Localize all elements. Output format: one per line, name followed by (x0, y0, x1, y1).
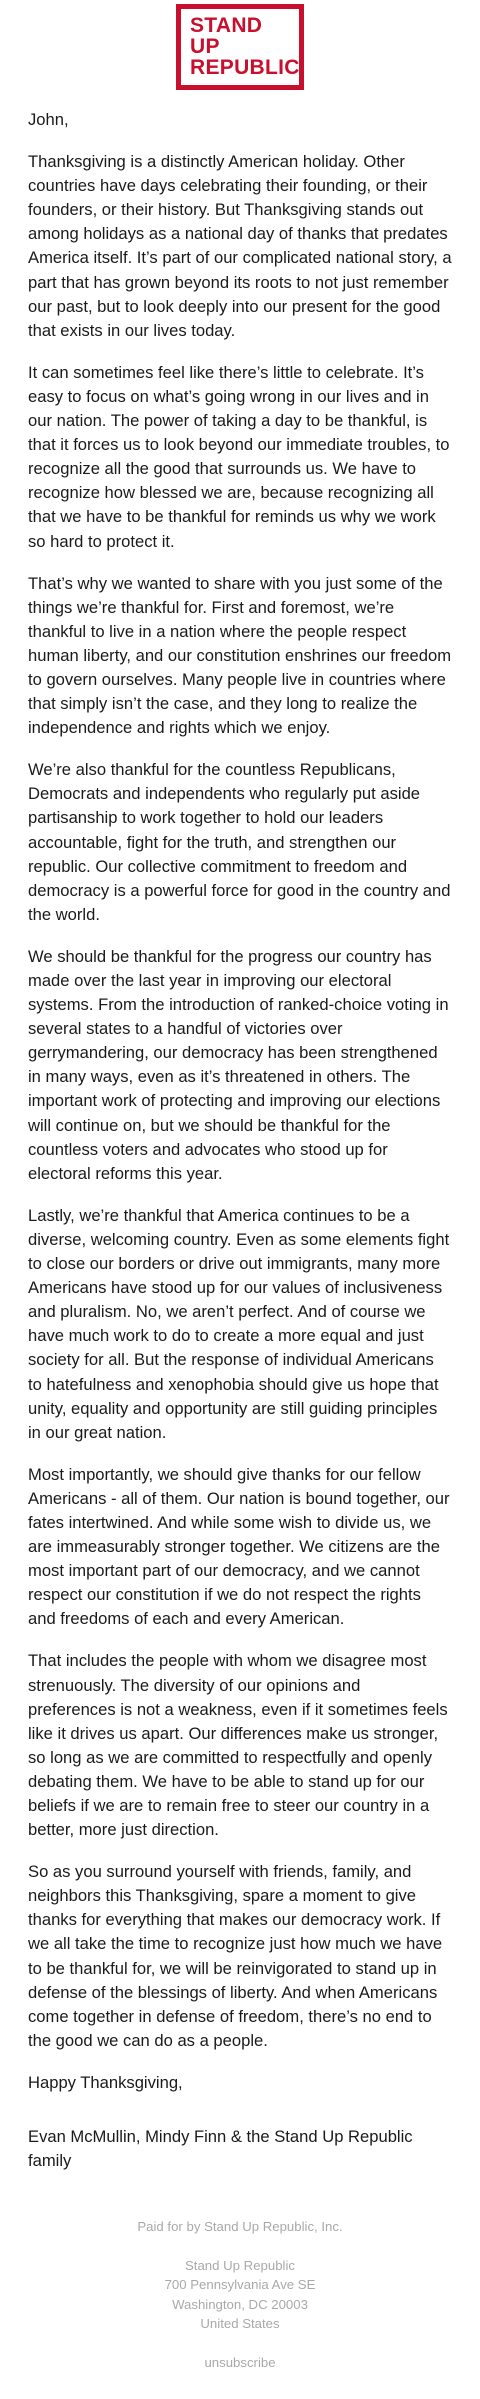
greeting: John, (28, 110, 69, 129)
paragraph-8: That includes the people with whom we disagree most strenuously. The diversity of our opinions and preferences is not a weakness, even if it sometimes feels like it drives us apart. Our differences make us stronger, so long as we are committed to respectfully and openly debating them. We have to be able to stand up for our beliefs if we are to remain free to steer our country in a better, more just direction. (28, 1651, 448, 1840)
address-street: 700 Pennsylvania Ave SE (164, 2277, 316, 2292)
logo-line-1: STAND (190, 14, 263, 37)
address-country: United States (200, 2316, 280, 2331)
closing: Happy Thanksgiving, (28, 2072, 183, 2092)
paragraph-2: It can sometimes feel like there’s little to celebrate. It’s easy to focus on what’s going wrong in our lives and in our nation. The power of taking a day to be thankful, is that it forces us to look beyond our immediate troubles, to recognize all the good that surrounds us. We have to recognize how blessed we are, because recognizing all that we have to be thankful for reminds us why we work so hard to protect it. (28, 362, 450, 551)
paragraph-1: Thanksgiving is a distinctly American holiday. Other countries have days celebrating their founding, or their founders, or their history. But Thanksgiving stands out among holidays as a national day of thanks that predates America itself. It’s part of our complicated national story, a part that has grown beyond its roots to not just remember our past, but to look deeply into our present for the good that exists in our lives today. (28, 152, 452, 340)
paragraph-7: Most importantly, we should give thanks for our fellow Americans - all of them. Our nation is bound together, our fates intertwined. And while some wish to divide us, we are immeasurably stronger together. We citizens are the most important part of our democracy, and we cannot respect our constitution if we do not respect the rights and freedoms of each and every American. (28, 1464, 450, 1629)
paid-for-disclaimer: Paid for by Stand Up Republic, Inc. (137, 2219, 343, 2234)
logo-line-3: REPUBLIC (190, 56, 300, 79)
signature: Evan McMullin, Mindy Finn & the Stand Up Republic family (28, 2127, 413, 2171)
letter-body (0, 108, 480, 2173)
mailing-address (0, 2256, 480, 2334)
paragraph-9: So as you surround yourself with friends, family, and neighbors this Thanksgiving, spare a moment to give thanks for everything that makes our democracy work. If we all take the time to recognize just how much we have to be thankful for, we will be reinvigorated to stand up in defense of the blessings of liberty. And when Americans come together in defense of freedom, there’s no end to the good we can do as a people. (28, 1862, 443, 2050)
paragraph-4: We’re also thankful for the countless Republicans, Democrats and independents who regularly put aside partisanship to work together to hold our leaders accountable, fight for the truth, and strengthen our republic. Our collective commitment to freedom and democracy is a powerful force for good in the country and the world. (28, 760, 451, 924)
header (0, 0, 480, 90)
unsubscribe-link[interactable]: unsubscribe (204, 2354, 276, 2370)
footer (0, 2217, 480, 2372)
address-org-name: Stand Up Republic (185, 2257, 295, 2273)
paragraph-3: That’s why we wanted to share with you just some of the things we’re thankful for. First and foremost, we’re thankful to live in a nation where the people respect human liberty, and our constitution enshrines our freedom to govern ourselves. Many people live in countries where that simply isn’t the case, and they long to realize the independence and rights which we enjoy. (28, 573, 452, 738)
address-city: Washington, DC 20003 (172, 2296, 308, 2312)
logo-line-2: UP (190, 35, 220, 58)
paragraph-5: We should be thankful for the progress our country has made over the last year in improving our electoral systems. From the introduction of ranked-choice voting in several states to a handful of victories over gerrymandering, our democracy has been strengthened in many ways, even as it’s threatened in others. The important work of protecting and improving our elections will continue on, but we should be thankful for the countless voters and advocates who stood up for electoral reforms this year. (28, 946, 449, 1183)
stand-up-republic-logo[interactable] (176, 4, 304, 90)
paragraph-6: Lastly, we’re thankful that America continues to be a diverse, welcoming country. Even as some elements fight to close our borders or drive out immigrants, many more Americans have stood up for our values of inclusiveness and pluralism. No, we aren’t perfect. And of course we have much work to do to create a more equal and just society for all. But the response of individual Americans to hatefulness and xenophobia should give us hope that unity, equality and opportunity are still guiding principles in our great nation. (28, 1205, 450, 1442)
